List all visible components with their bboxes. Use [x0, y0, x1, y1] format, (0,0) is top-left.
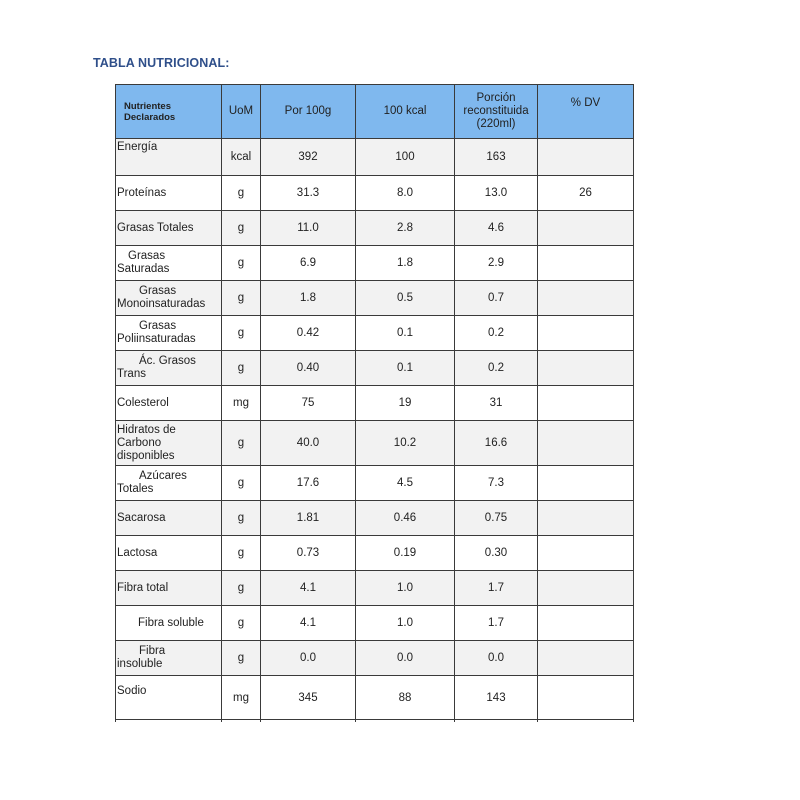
per-100g-cell: 31.3: [261, 176, 356, 211]
per-100g-cell: 40.0: [261, 421, 356, 466]
dv-cell: [538, 386, 634, 421]
header-100-kcal: 100 kcal: [356, 85, 455, 139]
dv-cell: [538, 139, 634, 176]
uom-cell: g: [222, 571, 261, 606]
page-title: TABLA NUTRICIONAL:: [93, 56, 230, 70]
nutrient-name: Grasas Saturadas: [116, 246, 222, 281]
nutrient-name: Proteínas: [116, 176, 222, 211]
kcal-100-cell: 1.0: [356, 606, 455, 641]
portion-cell: 143: [455, 676, 538, 720]
uom-cell: mg: [222, 386, 261, 421]
portion-cell: 4.6: [455, 211, 538, 246]
header-uom: UoM: [222, 85, 261, 139]
kcal-100-cell: 0.1: [356, 351, 455, 386]
table-row: [116, 246, 634, 281]
uom-cell: g: [222, 641, 261, 676]
uom-cell: g: [222, 501, 261, 536]
table-row: [116, 421, 634, 466]
table-row: [116, 571, 634, 606]
dv-cell: [538, 316, 634, 351]
table-row: [116, 176, 634, 211]
portion-cell: 0.2: [455, 351, 538, 386]
table-continuation: [116, 720, 634, 723]
header-dv: % DV: [538, 85, 634, 139]
dv-cell: [538, 421, 634, 466]
table-row: [116, 281, 634, 316]
portion-cell: 7.3: [455, 466, 538, 501]
dv-cell: [538, 211, 634, 246]
dv-cell: [538, 246, 634, 281]
per-100g-cell: 0.40: [261, 351, 356, 386]
table-row: [116, 211, 634, 246]
nutrient-name: Azúcares Totales: [116, 466, 222, 501]
kcal-100-cell: 0.19: [356, 536, 455, 571]
uom-cell: g: [222, 281, 261, 316]
per-100g-cell: 6.9: [261, 246, 356, 281]
kcal-100-cell: 0.46: [356, 501, 455, 536]
kcal-100-cell: 8.0: [356, 176, 455, 211]
uom-cell: g: [222, 316, 261, 351]
nutrient-name: Energía: [116, 139, 222, 176]
table-row: [116, 466, 634, 501]
table-row: [116, 676, 634, 720]
table-row: [116, 139, 634, 176]
uom-cell: g: [222, 211, 261, 246]
dv-cell: [538, 351, 634, 386]
dv-cell: [538, 501, 634, 536]
per-100g-cell: 0.0: [261, 641, 356, 676]
per-100g-cell: 345: [261, 676, 356, 720]
dv-cell: 26: [538, 176, 634, 211]
table-row: [116, 501, 634, 536]
per-100g-cell: 0.42: [261, 316, 356, 351]
nutrient-name: Fibra soluble: [116, 606, 222, 641]
uom-cell: mg: [222, 676, 261, 720]
table-row: [116, 641, 634, 676]
kcal-100-cell: 88: [356, 676, 455, 720]
per-100g-cell: 17.6: [261, 466, 356, 501]
nutrient-name: Fibra total: [116, 571, 222, 606]
portion-cell: 16.6: [455, 421, 538, 466]
uom-cell: g: [222, 536, 261, 571]
table-row: [116, 386, 634, 421]
nutrient-name: Grasas Totales: [116, 211, 222, 246]
uom-cell: g: [222, 351, 261, 386]
portion-cell: 0.75: [455, 501, 538, 536]
kcal-100-cell: 0.1: [356, 316, 455, 351]
nutrition-table: [115, 84, 634, 722]
header-per-100g: Por 100g: [261, 85, 356, 139]
uom-cell: g: [222, 606, 261, 641]
portion-cell: 2.9: [455, 246, 538, 281]
nutrient-name: Colesterol: [116, 386, 222, 421]
per-100g-cell: 392: [261, 139, 356, 176]
nutrient-name: Sodio: [116, 676, 222, 720]
portion-cell: 31: [455, 386, 538, 421]
portion-cell: 0.30: [455, 536, 538, 571]
nutrient-name: Hidratos de Carbono disponibles: [116, 421, 222, 466]
kcal-100-cell: 2.8: [356, 211, 455, 246]
nutrient-name: Sacarosa: [116, 501, 222, 536]
nutrient-name: Ác. Grasos Trans: [116, 351, 222, 386]
per-100g-cell: 0.73: [261, 536, 356, 571]
uom-cell: g: [222, 176, 261, 211]
header-row: [116, 85, 634, 139]
dv-cell: [538, 676, 634, 720]
kcal-100-cell: 100: [356, 139, 455, 176]
per-100g-cell: 1.8: [261, 281, 356, 316]
uom-cell: g: [222, 466, 261, 501]
uom-cell: kcal: [222, 139, 261, 176]
dv-cell: [538, 536, 634, 571]
nutrient-name: Grasas Poliinsaturadas: [116, 316, 222, 351]
per-100g-cell: 4.1: [261, 571, 356, 606]
kcal-100-cell: 0.5: [356, 281, 455, 316]
kcal-100-cell: 10.2: [356, 421, 455, 466]
per-100g-cell: 1.81: [261, 501, 356, 536]
kcal-100-cell: 4.5: [356, 466, 455, 501]
portion-cell: 0.0: [455, 641, 538, 676]
kcal-100-cell: 1.8: [356, 246, 455, 281]
kcal-100-cell: 0.0: [356, 641, 455, 676]
kcal-100-cell: 1.0: [356, 571, 455, 606]
nutrient-name: Fibra insoluble: [116, 641, 222, 676]
uom-cell: g: [222, 246, 261, 281]
per-100g-cell: 4.1: [261, 606, 356, 641]
uom-cell: g: [222, 421, 261, 466]
dv-cell: [538, 571, 634, 606]
table-row: [116, 316, 634, 351]
portion-cell: 13.0: [455, 176, 538, 211]
per-100g-cell: 11.0: [261, 211, 356, 246]
dv-cell: [538, 281, 634, 316]
dv-cell: [538, 466, 634, 501]
nutrient-name: Lactosa: [116, 536, 222, 571]
portion-cell: 0.7: [455, 281, 538, 316]
nutrient-name: Grasas Monoinsaturadas: [116, 281, 222, 316]
table-row: [116, 536, 634, 571]
header-nutrients: Nutrientes Declarados: [116, 85, 222, 139]
dv-cell: [538, 641, 634, 676]
per-100g-cell: 75: [261, 386, 356, 421]
portion-cell: 1.7: [455, 606, 538, 641]
portion-cell: 1.7: [455, 571, 538, 606]
portion-cell: 163: [455, 139, 538, 176]
dv-cell: [538, 606, 634, 641]
table-row: [116, 351, 634, 386]
kcal-100-cell: 19: [356, 386, 455, 421]
table-row: [116, 606, 634, 641]
header-portion: Porción reconstituida (220ml): [455, 85, 538, 139]
portion-cell: 0.2: [455, 316, 538, 351]
